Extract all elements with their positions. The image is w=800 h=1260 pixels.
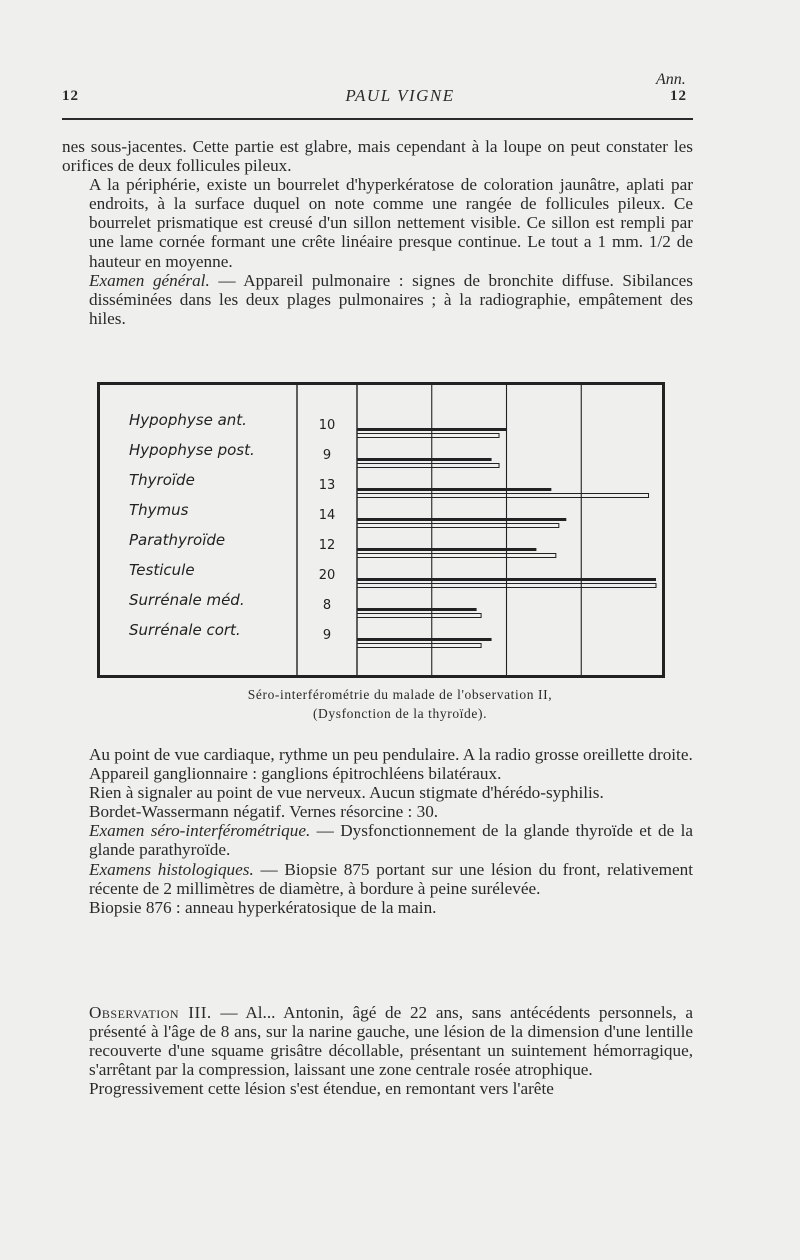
category-label: Testicule (129, 561, 195, 579)
bar-primary (357, 638, 492, 641)
page-number-left: 12 (62, 88, 79, 104)
section-label: Examen général. (89, 270, 210, 290)
category-label: Surrénale méd. (129, 591, 245, 609)
section-label: Examen séro-interférométrique. (89, 821, 311, 841)
value-label: 8 (322, 598, 332, 613)
bar-primary (357, 548, 536, 551)
bar-primary (357, 518, 566, 521)
bar-secondary (357, 554, 556, 558)
bar-secondary (357, 524, 559, 528)
paragraph: Rien à signaler au point de vue nerveux. Aucun stigmate d'hérédo-syphilis. (89, 783, 604, 803)
page-number-right: 12 (670, 88, 687, 104)
header-rule (62, 118, 693, 120)
bar-secondary (357, 614, 481, 618)
margin-annotation: Ann. (656, 71, 686, 88)
bar-primary (357, 578, 656, 581)
middle-text-block (89, 745, 693, 917)
category-label: Parathyroïde (129, 531, 226, 549)
category-label: Hypophyse ant. (129, 411, 247, 429)
category-label: Surrénale cort. (129, 621, 241, 639)
value-label: 13 (318, 478, 336, 493)
value-label: 10 (318, 418, 336, 433)
category-label: Thyroïde (129, 471, 195, 489)
bar-primary (357, 488, 551, 491)
observation-text: — Al... Antonin, âgé de 22 ans, sans antécédents personnels, a présenté à l'âge de 8 ans, sur la narine gauche, une lésion de la dimension d'une lentille recouverte d'une squame grisâtre décollable, présentant un suintement hémorragique, s'arrêtant par la compression, laissant une zone centrale rosée atrophique. (89, 1003, 693, 1080)
bar-secondary (357, 644, 481, 648)
value-label: 20 (318, 568, 336, 583)
value-label: 9 (322, 628, 332, 643)
value-label: 12 (318, 538, 336, 553)
paragraph-observation (89, 1003, 693, 1079)
paragraph: Bordet-Wassermann négatif. Vernes résorcine : 30. (89, 802, 439, 822)
caption-line-2: (Dysfonction de la thyroïde). (312, 706, 488, 721)
paragraph: Au point de vue cardiaque, rythme un peu pendulaire. A la radio grosse oreillette droite. (89, 745, 693, 764)
value-label: 14 (318, 508, 336, 523)
section-label: Examens histologiques. (89, 859, 254, 879)
value-label: 9 (322, 448, 332, 463)
paragraph-examen-general (89, 271, 693, 328)
bar-secondary (357, 434, 499, 438)
running-title: PAUL VIGNE (345, 86, 455, 105)
section-text: — Biopsie 875 portant sur une lésion du front, relativement récente de 2 millimètres de diamètre, à bordure à peine surélevée. (89, 859, 694, 898)
category-label: Thymus (129, 501, 189, 519)
paragraph-examens-histo (89, 860, 693, 898)
observation-label: Observation III. (89, 1003, 212, 1022)
paragraph: Biopsie 876 : anneau hyperkératosique de la main. (89, 897, 437, 917)
section-text: — Appareil pulmonaire : signes de bronchite diffuse. Sibilances disséminées dans les deux plages pulmonaires ; à la radiographie, empâtement des hiles. (89, 270, 694, 328)
caption-line-1: Séro-interférométrie du malade de l'observation II, (247, 687, 553, 702)
paragraph: Progressivement cette lésion s'est étendue, en remontant vers l'arête (89, 1079, 554, 1099)
top-text-block (62, 137, 694, 328)
paragraph: nes sous-jacentes. Cette partie est glabre, mais cependant à la loupe on peut constater les orifices de deux follicules pileux. (62, 137, 693, 176)
sero-interferometry-chart (97, 382, 665, 678)
paragraph: A la périphérie, existe un bourrelet d'hyperkératose de coloration jaunâtre, aplati par endroits, à la surface duquel on note comme une rangée de follicules pileux. Ce bourrelet prismatique est creusé d'un sillon nettement visible. Ce sillon est rempli par une lame cornée formant une crête linéaire presque continue. Le tout a 1 mm. 1/2 de hauteur en moyenne. (89, 175, 693, 271)
category-label: Hypophyse post. (129, 441, 255, 459)
observation-text-block (89, 1003, 693, 1098)
paragraph-examen-sero (89, 821, 693, 859)
bar-secondary (357, 494, 649, 498)
bar-primary (357, 428, 507, 431)
bar-primary (357, 458, 492, 461)
section-text: — Dysfonctionnement de la glande thyroïde et de la glande parathyroïde. (89, 821, 694, 860)
paragraph: Appareil ganglionnaire : ganglions épitrochléens bilatéraux. (89, 764, 502, 784)
bar-primary (357, 608, 477, 611)
figure-caption (0, 685, 800, 723)
bar-secondary (357, 464, 499, 468)
